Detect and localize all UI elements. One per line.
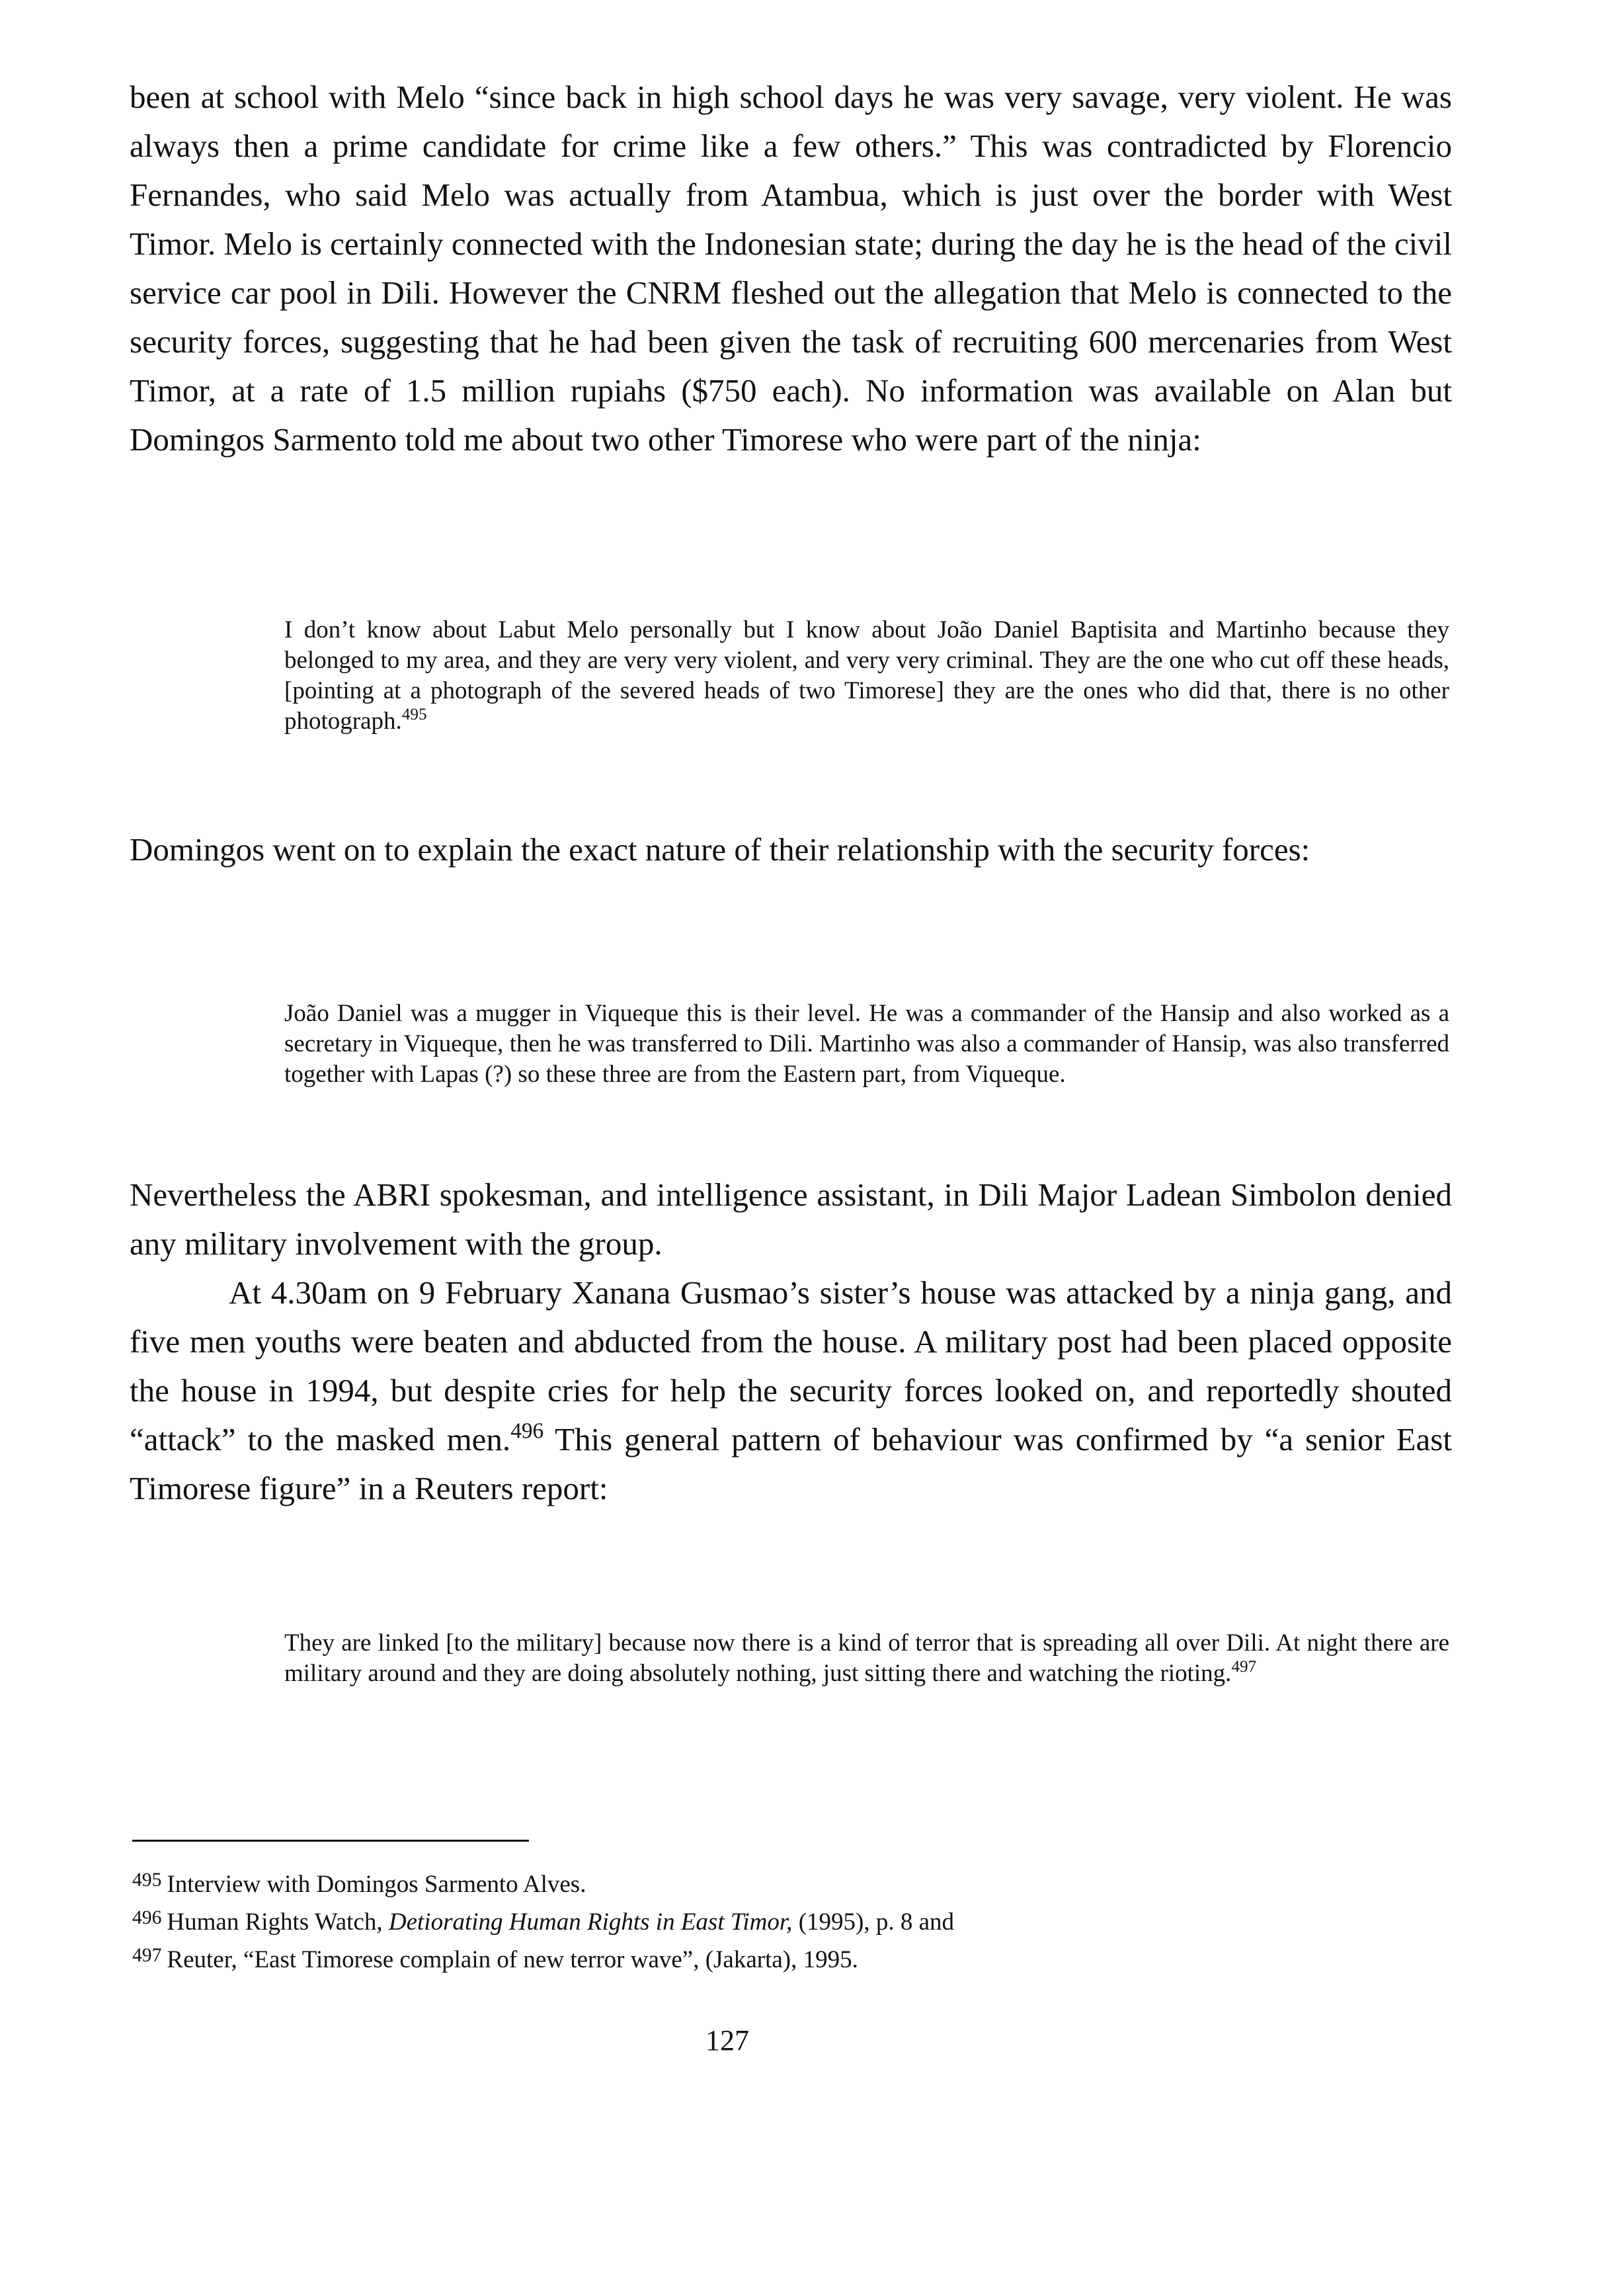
footnote-497 [132, 1939, 1388, 1977]
footnote-divider [132, 1840, 529, 1842]
footnote-text: Reuter, “East Timorese complain of new terror wave”, (Jakarta), 1995. [167, 1946, 858, 1973]
footnote-text-tail: (1995), p. 8 and [792, 1908, 955, 1936]
footnote-ref-496[interactable]: 496 [510, 1418, 544, 1444]
footnote-text: Human Rights Watch, [167, 1908, 389, 1936]
quote-reuters-figure [284, 1628, 1449, 1689]
footnote-number: 496 [132, 1906, 162, 1928]
paragraph-domingos-explains: Domingos went on to explain the exact nature of their relationship with the security forces: [130, 831, 1310, 868]
footnote-ref-495[interactable]: 495 [401, 706, 427, 724]
paragraph-text: At 4.30am on 9 February Xanana Gusmao’s sister’s house was attacked by a ninja gang, and five men youths were beaten and abducted from the house. A military post had been placed opposite the house in 1994, but despite cries for help the security forces looked on, and reportedly shouted “attack” to the masked men. [130, 1274, 1452, 1457]
paragraph-abri-denial: Nevertheless the ABRI spokesman, and intelligence assistant, in Dili Major Ladean Simbolon denied any military involvement with the group. [130, 1176, 1452, 1262]
footnote-495 [132, 1864, 1388, 1901]
footnote-number: 495 [132, 1869, 162, 1891]
paragraph-xanana-sister-attack [130, 1268, 1452, 1513]
footnote-text: Interview with Domingos Sarmento Alves. [167, 1870, 586, 1898]
quote-domingos-sarmento-2: João Daniel was a mugger in Viqueque this is their level. He was a commander of the Hansip and also worked as a secretary in Viqueque, then he was transferred to Dili. Martinho was also a commander of Hansip, was also transferred together with Lapas (?) so these three are from the Eastern part, from Viqueque. [284, 1000, 1449, 1088]
footnotes-list [132, 1864, 1388, 1977]
paragraph-melo-background: been at school with Melo “since back in high school days he was very savage, very violent. He was always then a prime candidate for crime like a few others.” This was contradicted by Florencio Fernandes, who said Melo was actually from Atambua, which is just over the border with West Timor. Melo is certainly connected with the Indonesian state; during the day he is the head of the civil service car pool in Dili. However the CNRM fleshed out the allegation that Melo is connected to the security forces, suggesting that he had been given the task of recruiting 600 mercenaries from West Timor, at a rate of 1.5 million rupiahs ($750 each). No information was available on Alan but Domingos Sarmento told me about two other Timorese who were part of the ninja: [130, 79, 1452, 458]
page-number: 127 [705, 2024, 749, 2057]
quote-domingos-sarmento-1 [284, 615, 1449, 737]
footnote-496 [132, 1901, 1388, 1939]
footnote-number: 497 [132, 1944, 162, 1966]
quote-text: I don’t know about Labut Melo personally but I know about João Daniel Baptisita and Martinho because they belonged to my area, and they are very very violent, and very very criminal. They are the one who cut off these heads, [pointing at a photograph of the severed heads of two Timorese] they are the ones who did that, there is no other photograph. [284, 616, 1449, 735]
footnote-title: Detiorating Human Rights in East Timor, [388, 1908, 793, 1936]
quote-text: They are linked [to the military] because now there is a kind of terror that is spreading all over Dili. At night there are military around and they are doing absolutely nothing, just sitting there and watching the rioting. [284, 1629, 1449, 1687]
footnote-ref-497[interactable]: 497 [1231, 1658, 1257, 1676]
paragraph-text-tail: This general pattern of behaviour was confirmed by “a senior East Timorese figure” in a Reuters report: [130, 1421, 1452, 1506]
